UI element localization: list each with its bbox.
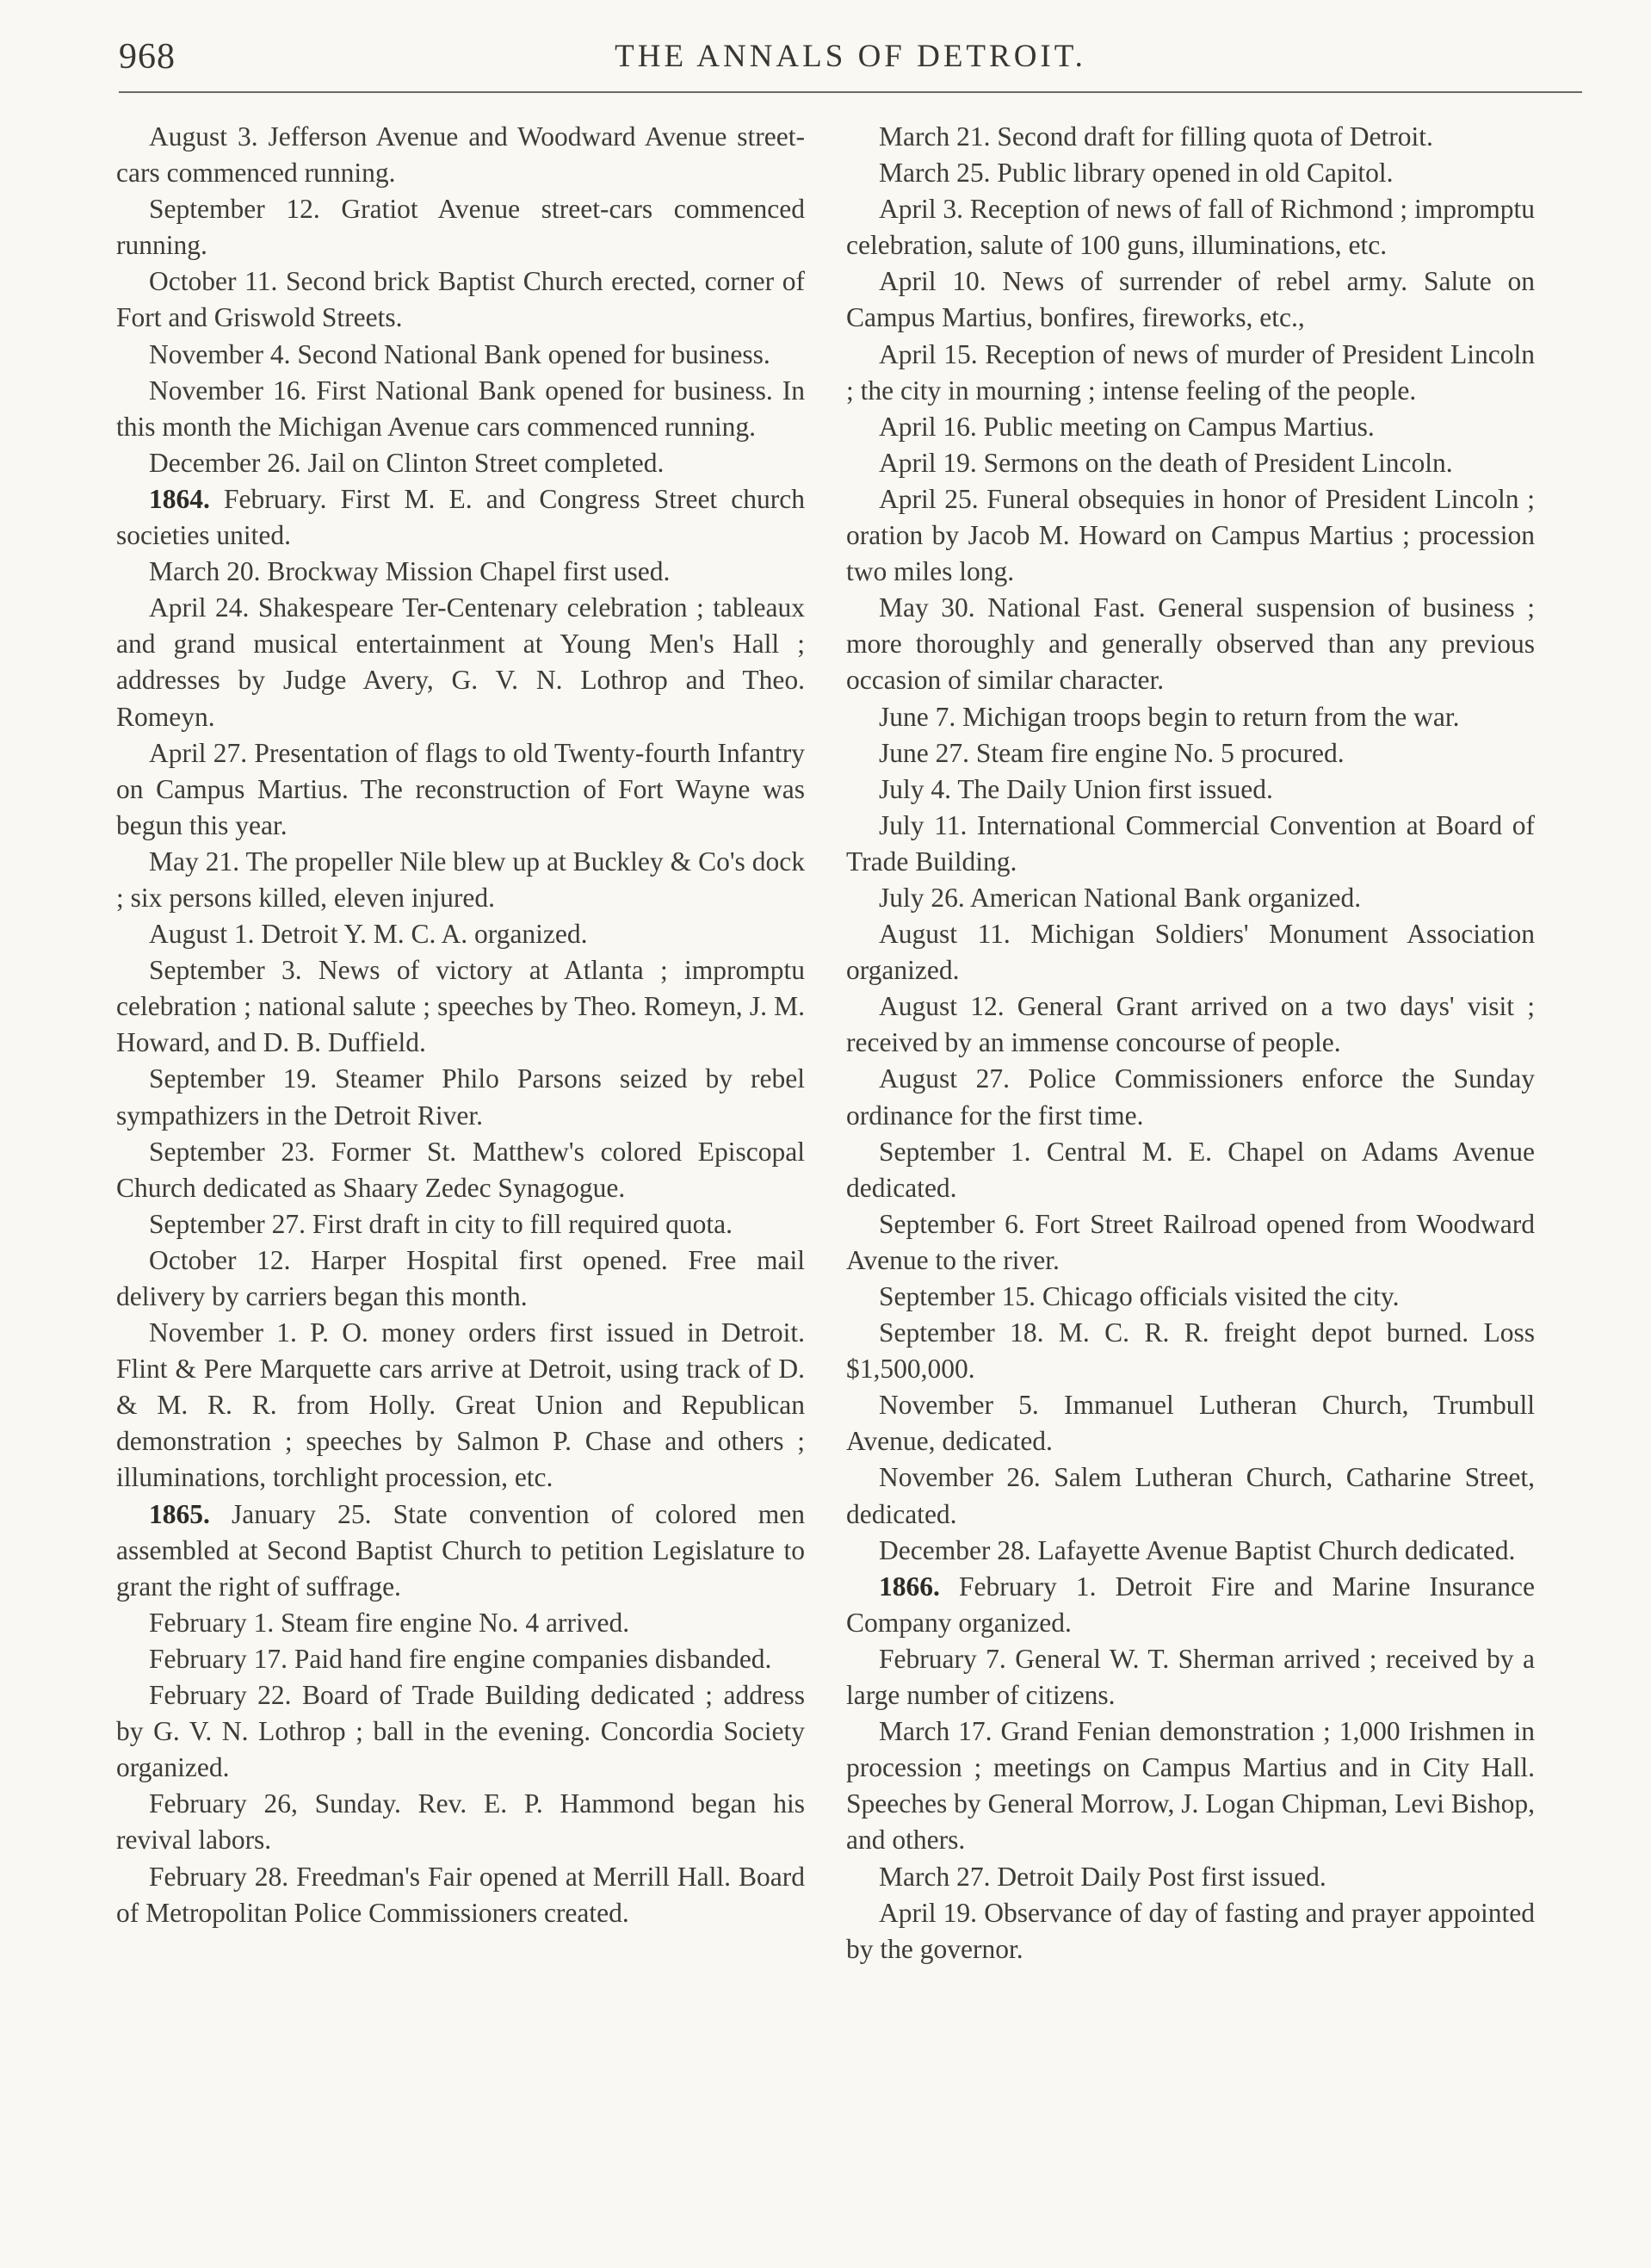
annal-entry xyxy=(116,590,805,734)
annal-entry xyxy=(116,1786,805,1858)
annal-entry xyxy=(116,1242,805,1315)
entry-text: May 21. The propeller Nile blew up at Buckley & Co's dock ; six persons killed, eleven injured. xyxy=(116,846,805,913)
entry-text: March 27. Detroit Daily Post first issued. xyxy=(879,1861,1326,1892)
entry-text: January 25. State convention of colored men assembled at Second Baptist Church to petition Legislature to grant the right of suffrage. xyxy=(116,1498,805,1602)
page-header xyxy=(119,36,1582,84)
annal-entry xyxy=(846,481,1535,590)
entry-text: August 27. Police Commissioners enforce the Sunday ordinance for the first time. xyxy=(846,1063,1535,1131)
entry-text: September 23. Former St. Matthew's colored Episcopal Church dedicated as Shaary Zedec Synagogue. xyxy=(116,1136,805,1203)
annal-entry xyxy=(116,1061,805,1133)
annal-entry xyxy=(116,735,805,844)
entry-text: February 7. General W. T. Sherman arrived ; received by a large number of citizens. xyxy=(846,1643,1535,1711)
entry-text: April 15. Reception of news of murder of President Lincoln ; the city in mourning ; intense feeling of the people. xyxy=(846,338,1535,406)
annal-entry xyxy=(846,699,1535,735)
header-rule xyxy=(119,91,1582,93)
annal-entry xyxy=(846,1895,1535,1967)
entry-text: September 19. Steamer Philo Parsons seized by rebel sympathizers in the Detroit River. xyxy=(116,1063,805,1131)
annal-entry xyxy=(846,1206,1535,1279)
entry-text: February 1. Steam fire engine No. 4 arrived. xyxy=(149,1607,630,1638)
entry-text: February 22. Board of Trade Building dedicated ; address by G. V. N. Lothrop ; ball in the evening. Concordia Society organized. xyxy=(116,1680,805,1783)
annal-entry xyxy=(846,1641,1535,1713)
annal-entry xyxy=(116,1206,805,1242)
annal-entry xyxy=(116,445,805,481)
entry-text: April 19. Observance of day of fasting and prayer appointed by the governor. xyxy=(846,1897,1535,1964)
annal-entry xyxy=(116,191,805,263)
annal-entry xyxy=(846,1713,1535,1858)
year-heading: 1864. xyxy=(149,483,210,514)
entry-text: March 25. Public library opened in old Capitol. xyxy=(879,158,1394,189)
annal-entry xyxy=(846,880,1535,916)
entry-text: August 12. General Grant arrived on a two days' visit ; received by an immense concourse of people. xyxy=(846,991,1535,1058)
annal-entry xyxy=(116,1315,805,1496)
entry-text: February 26, Sunday. Rev. E. P. Hammond began his revival labors. xyxy=(116,1788,805,1856)
annal-entry xyxy=(116,337,805,373)
annal-entry xyxy=(846,445,1535,481)
entry-text: October 11. Second brick Baptist Church erected, corner of Fort and Griswold Streets. xyxy=(116,266,805,333)
annal-entry xyxy=(846,590,1535,698)
right-column xyxy=(846,119,1535,1967)
annal-entry xyxy=(846,1533,1535,1569)
annal-entry xyxy=(846,1569,1535,1641)
left-column xyxy=(116,119,805,1931)
entry-text: February 1. Detroit Fire and Marine Insurance Company organized. xyxy=(846,1571,1535,1638)
entry-text: September 6. Fort Street Railroad opened from Woodward Avenue to the river. xyxy=(846,1208,1535,1275)
entry-text: February 17. Paid hand fire engine companies disbanded. xyxy=(149,1643,772,1674)
entry-text: November 26. Salem Lutheran Church, Catharine Street, dedicated. xyxy=(846,1462,1535,1529)
annal-entry xyxy=(116,844,805,916)
annal-entry xyxy=(846,735,1535,771)
entry-text: June 27. Steam fire engine No. 5 procured. xyxy=(879,737,1345,768)
annal-entry xyxy=(116,554,805,590)
entry-text: March 20. Brockway Mission Chapel first used. xyxy=(149,556,671,587)
entry-text: September 27. First draft in city to fill required quota. xyxy=(149,1208,733,1239)
annal-entry xyxy=(846,263,1535,336)
annal-entry xyxy=(116,1605,805,1641)
entry-text: November 5. Immanuel Lutheran Church, Trumbull Avenue, dedicated. xyxy=(846,1390,1535,1457)
annal-entry xyxy=(846,1859,1535,1895)
annal-entry xyxy=(116,119,805,191)
annal-entry xyxy=(846,988,1535,1061)
annal-entry xyxy=(846,337,1535,409)
entry-text: October 12. Harper Hospital first opened. Free mail delivery by carriers began this month. xyxy=(116,1244,805,1311)
entry-text: May 30. National Fast. General suspension of business ; more thoroughly and generally observed than any previous occasion of similar character. xyxy=(846,592,1535,696)
annal-entry xyxy=(116,1859,805,1931)
page-number: 968 xyxy=(119,37,176,77)
annal-entry xyxy=(116,1134,805,1206)
entry-text: August 1. Detroit Y. M. C. A. organized. xyxy=(149,919,588,950)
entry-text: November 4. Second National Bank opened for business. xyxy=(149,338,770,369)
year-heading: 1866. xyxy=(879,1571,940,1602)
annal-entry xyxy=(116,481,805,554)
entry-text: April 10. News of surrender of rebel army. Salute on Campus Martius, bonfires, fireworks, etc., xyxy=(846,266,1535,333)
entry-text: August 11. Michigan Soldiers' Monument Association organized. xyxy=(846,919,1535,986)
annal-entry xyxy=(846,1061,1535,1133)
entry-text: September 1. Central M. E. Chapel on Adams Avenue dedicated. xyxy=(846,1136,1535,1203)
entry-text: December 28. Lafayette Avenue Baptist Church dedicated. xyxy=(879,1534,1516,1565)
entry-text: July 4. The Daily Union first issued. xyxy=(879,773,1273,804)
annal-entry xyxy=(846,191,1535,263)
annal-entry xyxy=(846,916,1535,988)
entry-text: November 1. P. O. money orders first issued in Detroit. Flint & Pere Marquette cars arrive at Detroit, using track of D. & M. R. R. from Holly. Great Union and Republican demonstration ; speeches by Salmon P. Chase and others ; illuminations, torchlight procession, etc. xyxy=(116,1317,805,1493)
entry-text: September 12. Gratiot Avenue street-cars commenced running. xyxy=(116,194,805,261)
annal-entry xyxy=(846,1315,1535,1387)
entry-text: April 24. Shakespeare Ter-Centenary celebration ; tableaux and grand musical entertainment at Young Men's Hall ; addresses by Judge Avery, G. V. N. Lothrop and Theo. Romeyn. xyxy=(116,592,805,732)
entry-text: December 26. Jail on Clinton Street completed. xyxy=(149,447,665,478)
entry-text: August 3. Jefferson Avenue and Woodward Avenue street-cars commenced running. xyxy=(116,121,805,189)
annal-entry xyxy=(846,409,1535,445)
annal-entry xyxy=(846,1459,1535,1532)
annal-entry xyxy=(846,1387,1535,1459)
annal-entry xyxy=(846,771,1535,808)
annal-entry xyxy=(116,263,805,336)
annal-entry xyxy=(116,1677,805,1786)
entry-text: March 21. Second draft for filling quota of Detroit. xyxy=(879,121,1433,152)
entry-text: April 27. Presentation of flags to old Twenty-fourth Infantry on Campus Martius. The reconstruction of Fort Wayne was begun this year. xyxy=(116,737,805,840)
entry-text: April 25. Funeral obsequies in honor of President Lincoln ; oration by Jacob M. Howard on Campus Martius ; procession two miles long. xyxy=(846,483,1535,587)
entry-text: June 7. Michigan troops begin to return from the war. xyxy=(879,701,1460,732)
annal-entry xyxy=(846,808,1535,880)
entry-text: September 18. M. C. R. R. freight depot burned. Loss $1,500,000. xyxy=(846,1317,1535,1385)
annal-entry xyxy=(846,119,1535,155)
entry-text: April 3. Reception of news of fall of Richmond ; impromptu celebration, salute of 100 guns, illuminations, etc. xyxy=(846,194,1535,261)
annal-entry xyxy=(116,373,805,445)
annal-entry xyxy=(846,1134,1535,1206)
entry-text: March 17. Grand Fenian demonstration ; 1,000 Irishmen in procession ; meetings on Campus Martius and in City Hall. Speeches by General Morrow, J. Logan Chipman, Levi Bishop, and others. xyxy=(846,1716,1535,1856)
entry-text: April 19. Sermons on the death of President Lincoln. xyxy=(879,447,1453,478)
year-heading: 1865. xyxy=(149,1498,210,1529)
entry-text: July 26. American National Bank organized. xyxy=(879,882,1362,913)
annal-entry xyxy=(116,1641,805,1677)
entry-text: September 15. Chicago officials visited the city. xyxy=(879,1281,1400,1311)
annal-entry xyxy=(116,916,805,952)
entry-text: September 3. News of victory at Atlanta ; impromptu celebration ; national salute ; speeches by Theo. Romeyn, J. M. Howard, and D. B. Duffield. xyxy=(116,955,805,1058)
annal-entry xyxy=(116,952,805,1061)
entry-text: April 16. Public meeting on Campus Martius. xyxy=(879,411,1375,442)
entry-text: February. First M. E. and Congress Street church societies united. xyxy=(116,483,805,551)
annal-entry xyxy=(116,1497,805,1605)
annal-entry xyxy=(846,155,1535,191)
running-title: THE ANNALS OF DETROIT. xyxy=(615,39,1086,74)
entry-text: February 28. Freedman's Fair opened at Merrill Hall. Board of Metropolitan Police Commissioners created. xyxy=(116,1861,805,1928)
entry-text: November 16. First National Bank opened for business. In this month the Michigan Avenue cars commenced running. xyxy=(116,375,805,442)
entry-text: July 11. International Commercial Convention at Board of Trade Building. xyxy=(846,809,1535,877)
annal-entry xyxy=(846,1279,1535,1315)
